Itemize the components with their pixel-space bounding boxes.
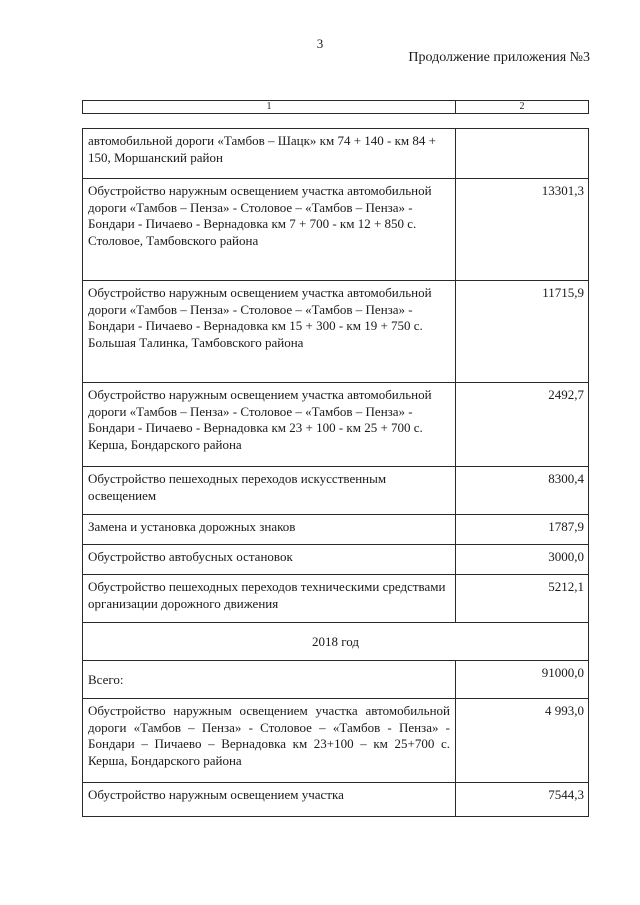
row-description: Обустройство пешеходных переходов искусственным освещением [83, 467, 456, 515]
table-row [83, 575, 589, 623]
table-row [83, 467, 589, 515]
row-amount: 3000,0 [456, 545, 589, 575]
table-row [83, 179, 589, 281]
row-amount: 5212,1 [456, 575, 589, 623]
row-description: Замена и установка дорожных знаков [83, 515, 456, 545]
row-description: Обустройство наружным освещением участка [83, 783, 456, 817]
page-number: 3 [316, 36, 324, 51]
total-amount: 91000,0 [456, 661, 589, 699]
row-description: Обустройство пешеходных переходов техническими средствами организации дорожного движения [83, 575, 456, 623]
table-row [83, 383, 589, 467]
table-row [83, 783, 589, 817]
appendix-continuation-label: Продолжение приложения №3 [408, 50, 590, 65]
row-description: Обустройство автобусных остановок [83, 545, 456, 575]
total-label: Всего: [83, 661, 456, 699]
row-amount: 13301,3 [456, 179, 589, 281]
column-header-2: 2 [456, 101, 589, 114]
row-description: Обустройство наружным освещением участка автомобильной дороги «Тамбов – Пенза» - Столовое – «Тамбов – Пенза» - Бондари - Пичаево - Вернадовка км 15 + 300 - км 19 + 750 с. Большая Талинка, Тамбовского района [83, 281, 456, 383]
year-heading: 2018 год [83, 623, 589, 661]
table-row [83, 281, 589, 383]
column-number-row [83, 101, 589, 114]
row-description: Обустройство наружным освещением участка автомобильной дороги «Тамбов – Пенза» - Столовое – «Тамбов – Пенза» - Бондари - Пичаево - Вернадовка км 23 + 100 - км 25 + 700 с. Керша, Бондарского района [83, 383, 456, 467]
year-section-row [83, 623, 589, 661]
total-row [83, 661, 589, 699]
table-row [83, 699, 589, 783]
row-amount: 1787,9 [456, 515, 589, 545]
table-row [83, 515, 589, 545]
table-spacer [83, 114, 589, 129]
table-row [83, 129, 589, 179]
row-amount: 2492,7 [456, 383, 589, 467]
row-description: автомобильной дороги «Тамбов – Шацк» км 74 + 140 - км 84 + 150, Моршанский район [83, 129, 456, 179]
row-amount: 7544,3 [456, 783, 589, 817]
row-amount: 4 993,0 [456, 699, 589, 783]
column-header-1: 1 [83, 101, 456, 114]
row-amount [456, 129, 589, 179]
row-description: Обустройство наружным освещением участка автомобильной дороги «Тамбов – Пенза» - Столовое – «Тамбов - Пенза» - Бондари – Пичаево – Вернадовка км 23+100 – км 25+700 с. Керша, Бондарского района [83, 699, 456, 783]
table-row [83, 545, 589, 575]
row-amount: 8300,4 [456, 467, 589, 515]
row-description: Обустройство наружным освещением участка автомобильной дороги «Тамбов – Пенза» - Столовое – «Тамбов – Пенза» - Бондари - Пичаево - Вернадовка км 7 + 700 - км 12 + 850 с. Столовое, Тамбовского района [83, 179, 456, 281]
funding-table [82, 100, 589, 817]
row-amount: 11715,9 [456, 281, 589, 383]
